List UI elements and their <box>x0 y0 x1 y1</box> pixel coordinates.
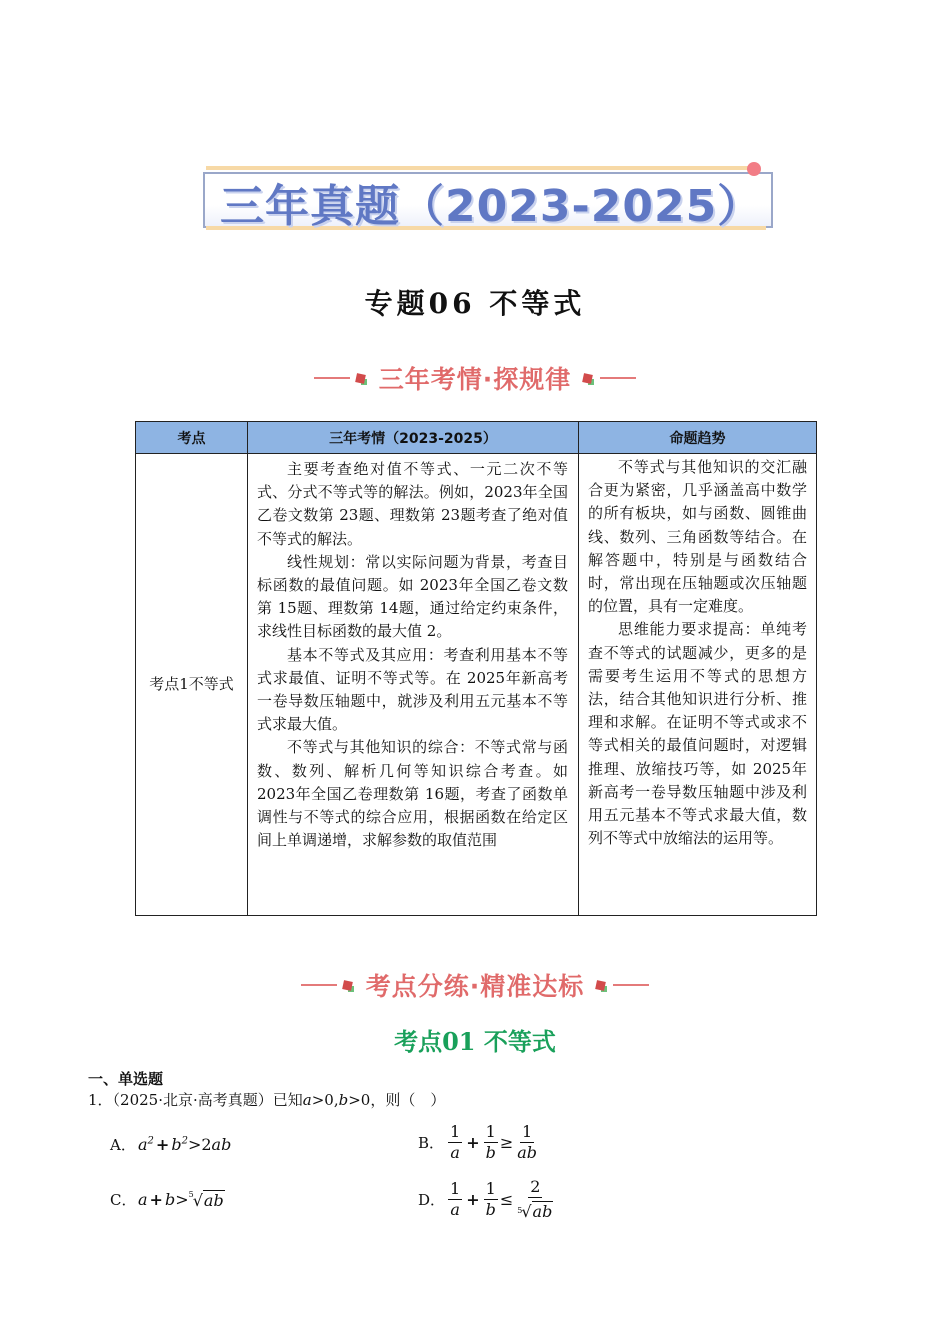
situation-paragraph: 不等式与其他知识的综合：不等式常与函数、数列、解析几何等知识综合考查。如 2023年全国乙卷理数第 16题，考查了函数单调性与不等式的综合应用，根据函数在给定区间上单调递增，求解参数的取值范围 <box>257 738 568 850</box>
table-cell-trend <box>579 454 817 916</box>
section-header-trends <box>0 360 950 396</box>
situation-paragraph: 主要考查绝对值不等式、一元二次不等式、分式不等式等的解法。例如，2023年全国乙卷文数第 23题、理数第 23题考查了绝对值不等式的解法。 <box>257 460 568 548</box>
situation-paragraph: 基本不等式及其应用：考查利用基本不等式求最值、证明不等式等。在 2025年新高考一卷导数压轴题中，就涉及利用五元基本不等式求最大值。 <box>257 645 568 734</box>
trend-paragraph: 思维能力要求提高：单纯考查不等式的试题减少，更多的是需要考生运用不等式的思想方法，结合其他知识进行分析、推理和求解。在证明不等式或求不等式相关的最值问题时，对逻辑推理、放缩技巧等，如 2025年新高考一卷导数压轴题中涉及利用五元基本不等式求最大值，数列不等式中放缩法的运用等。 <box>588 620 807 848</box>
option-a[interactable] <box>110 1134 231 1155</box>
math-op: >0 <box>348 1091 371 1109</box>
math-op: >0 <box>311 1091 334 1109</box>
table-cell-topic <box>136 454 248 916</box>
option-d[interactable] <box>418 1177 557 1222</box>
option-c[interactable] <box>110 1189 225 1210</box>
situation-paragraph: 线性规划：常以实际问题为背景，考查目标函数的最值问题。如 2023年全国乙卷文数第 15题、理数第 14题，通过给定约束条件，求线性目标函数的最大值 2。 <box>257 552 568 641</box>
trend-paragraph: 不等式与其他知识的交汇融合更为紧密，几乎涵盖高中数学的所有板块，如与函数、圆锥曲线、数列、三角函数等结合。在解答题中，特别是与函数结合时，常出现在压轴题或次压轴题的位置，具有一定难度。 <box>588 458 807 616</box>
option-c-formula: a + b > 5 √ ab <box>138 1189 224 1210</box>
table-header-situation: 三年考情（2023-2025） <box>248 422 579 454</box>
option-label: D． <box>418 1191 446 1209</box>
math-sep: , <box>333 1091 339 1109</box>
title-banner <box>200 166 772 230</box>
question-1-stem <box>88 1089 445 1110</box>
question-type-heading: 一、单选题 <box>88 1070 164 1088</box>
option-label: A． <box>110 1136 136 1154</box>
question-number: 1． <box>88 1091 113 1109</box>
question-source: （2025·北京·高考真题）已知 <box>112 1091 303 1109</box>
table-header-trend: 命题趋势 <box>579 422 817 454</box>
section-header-practice <box>0 967 950 1003</box>
topic-text: 考点1不等式 <box>149 674 234 693</box>
math-var: b <box>338 1091 349 1109</box>
option-label: C． <box>110 1191 137 1209</box>
table-cell-situation <box>248 454 579 916</box>
option-d-formula: $\frac{1}{a}$ + $\frac{1}{b}$ ≤ 2 5 √ ab <box>450 1177 553 1221</box>
option-b-formula: $\frac{1}{a}$ + $\frac{1}{b}$ ≥ $\frac{1}{ab}$ <box>450 1122 538 1162</box>
exam-analysis-table <box>135 421 817 916</box>
math-var: a <box>302 1091 312 1109</box>
section-header-label: 考点分练·精准达标 <box>365 972 585 1001</box>
document-title: 专题06 不等式 <box>364 287 586 320</box>
option-b[interactable] <box>418 1122 541 1163</box>
banner-text: 三年真题（2023-2025） <box>220 181 763 232</box>
topic-title: 考点01 不等式 <box>394 1027 556 1056</box>
option-label: B． <box>418 1134 445 1152</box>
question-tail: ，则（ ） <box>370 1091 446 1109</box>
option-a-formula: $a^2 + b^2>2ab$ <box>138 1135 232 1154</box>
table-header-topic: 考点 <box>136 422 248 454</box>
section-header-label: 三年考情·探规律 <box>378 365 572 394</box>
